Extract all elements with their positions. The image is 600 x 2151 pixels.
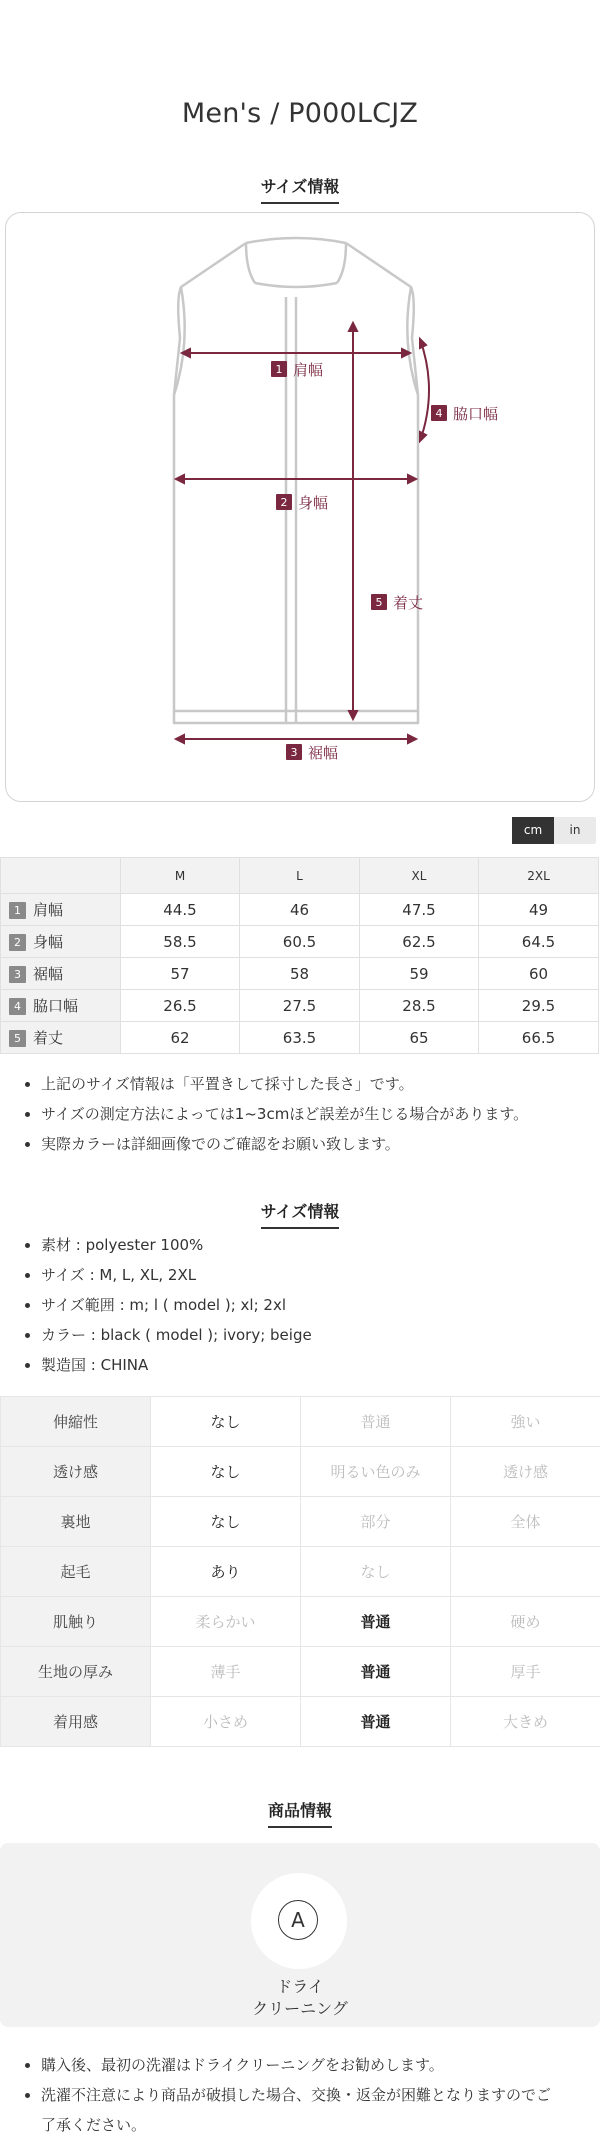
table-row xyxy=(1,894,599,926)
size-cell: 27.5 xyxy=(240,990,360,1022)
page-title: Men's / P000LCJZ xyxy=(181,98,419,129)
unit-toggle[interactable] xyxy=(512,817,596,844)
size-col-header: L xyxy=(240,858,360,894)
attribute-label: 裏地 xyxy=(1,1497,151,1547)
size-table xyxy=(0,857,599,1054)
size-cell: 44.5 xyxy=(121,894,240,926)
attribute-option-selected: 普通 xyxy=(301,1647,451,1697)
svg-text:裾幅: 裾幅 xyxy=(308,744,339,762)
diagram-label-chest xyxy=(276,494,328,512)
svg-text:5: 5 xyxy=(375,596,383,609)
attribute-option-selected: なし xyxy=(151,1397,301,1447)
list-item: • カラー : black ( model ); ivory; beige xyxy=(41,1320,559,1350)
attribute-option: 小さめ xyxy=(151,1697,301,1747)
table-row xyxy=(1,1497,600,1547)
list-item: • 素材 : polyester 100% xyxy=(41,1230,559,1260)
size-cell: 66.5 xyxy=(479,1022,599,1054)
attribute-option-selected: 普通 xyxy=(301,1697,451,1747)
size-info-heading: サイズ情報 xyxy=(0,174,600,204)
row-label: 3 裾幅 xyxy=(1,958,121,990)
attribute-option xyxy=(451,1547,600,1597)
table-row xyxy=(1,926,599,958)
table-row xyxy=(1,958,599,990)
attribute-label: 肌触り xyxy=(1,1597,151,1647)
list-item: • 洗濯不注意により商品が破損した場合、交換・返金が困難となりますのでご了承ください。 xyxy=(41,2080,559,2140)
list-item: • サイズ : M, L, XL, 2XL xyxy=(41,1260,559,1290)
attribute-option: 透け感 xyxy=(451,1447,600,1497)
size-cell: 59 xyxy=(360,958,479,990)
diagram-label-shoulder xyxy=(271,361,323,379)
size-cell: 47.5 xyxy=(360,894,479,926)
table-row xyxy=(1,1647,600,1697)
size-col-header: 2XL xyxy=(479,858,599,894)
attribute-option: 薄手 xyxy=(151,1647,301,1697)
svg-text:3: 3 xyxy=(290,746,298,759)
care-notes xyxy=(0,2050,559,2140)
attribute-option: 部分 xyxy=(301,1497,451,1547)
attribute-option: 大きめ xyxy=(451,1697,600,1747)
size-cell: 64.5 xyxy=(479,926,599,958)
vest-outline xyxy=(174,238,418,723)
attribute-label: 起毛 xyxy=(1,1547,151,1597)
diagram-label-armhole xyxy=(431,405,498,423)
size-notes xyxy=(0,1069,559,1159)
spec-list xyxy=(0,1230,559,1380)
size-cell: 62.5 xyxy=(360,926,479,958)
attribute-option-selected: あり xyxy=(151,1547,301,1597)
attribute-option: 普通 xyxy=(301,1397,451,1447)
size-table-header xyxy=(1,858,599,894)
table-row xyxy=(1,1397,600,1447)
svg-text:1: 1 xyxy=(275,363,283,376)
attribute-option: 強い xyxy=(451,1397,600,1447)
svg-text:脇口幅: 脇口幅 xyxy=(453,405,499,423)
care-instructions-box xyxy=(0,1843,600,2027)
product-info-heading: 商品情報 xyxy=(0,1798,600,1828)
size-cell: 65 xyxy=(360,1022,479,1054)
size-table-corner xyxy=(1,858,121,894)
row-label: 1 肩幅 xyxy=(1,894,121,926)
attribute-label: 着用感 xyxy=(1,1697,151,1747)
attribute-option: 明るい色のみ xyxy=(301,1447,451,1497)
svg-text:4: 4 xyxy=(435,407,443,420)
size-cell: 46 xyxy=(240,894,360,926)
table-row xyxy=(1,1022,599,1054)
size-cell: 60 xyxy=(479,958,599,990)
attribute-label: 伸縮性 xyxy=(1,1397,151,1447)
list-item: • 上記のサイズ情報は「平置きして採寸した長さ」です。 xyxy=(41,1069,559,1099)
size-col-header: XL xyxy=(360,858,479,894)
svg-text:肩幅: 肩幅 xyxy=(293,361,324,379)
size-cell: 49 xyxy=(479,894,599,926)
size-cell: 58.5 xyxy=(121,926,240,958)
attribute-option-selected: 普通 xyxy=(301,1597,451,1647)
diagram-label-length xyxy=(371,594,423,612)
attribute-label: 生地の厚み xyxy=(1,1647,151,1697)
list-item: • 購入後、最初の洗濯はドライクリーニングをお勧めします。 xyxy=(41,2050,559,2080)
size-cell: 29.5 xyxy=(479,990,599,1022)
spec-info-heading: サイズ情報 xyxy=(0,1199,600,1229)
care-icon-circle xyxy=(251,1873,347,1969)
svg-text:着丈: 着丈 xyxy=(393,594,424,612)
row-label: 4 脇口幅 xyxy=(1,990,121,1022)
dry-clean-icon: A xyxy=(278,1900,318,1940)
size-cell: 60.5 xyxy=(240,926,360,958)
list-item: • 製造国 : CHINA xyxy=(41,1350,559,1380)
table-row xyxy=(1,990,599,1022)
table-row xyxy=(1,1447,600,1497)
care-label: ドライ クリーニング xyxy=(252,1977,348,2018)
attribute-option: 厚手 xyxy=(451,1647,600,1697)
measure-lines xyxy=(176,323,429,743)
attribute-option: 硬め xyxy=(451,1597,600,1647)
attribute-option: なし xyxy=(301,1547,451,1597)
table-row xyxy=(1,1697,600,1747)
size-cell: 62 xyxy=(121,1022,240,1054)
attribute-option: 全体 xyxy=(451,1497,600,1547)
size-cell: 58 xyxy=(240,958,360,990)
unit-cm-button[interactable]: cm xyxy=(512,817,554,844)
size-cell: 57 xyxy=(121,958,240,990)
diagram-label-hem xyxy=(286,744,338,762)
svg-text:2: 2 xyxy=(280,496,288,509)
list-item: • 実際カラーは詳細画像でのご確認をお願い致します。 xyxy=(41,1129,559,1159)
attribute-table xyxy=(0,1396,600,1747)
size-cell: 26.5 xyxy=(121,990,240,1022)
attribute-label: 透け感 xyxy=(1,1447,151,1497)
list-item: • サイズ範囲 : m; l ( model ); xl; 2xl xyxy=(41,1290,559,1320)
row-label: 2 身幅 xyxy=(1,926,121,958)
attribute-option-selected: なし xyxy=(151,1497,301,1547)
unit-in-button[interactable]: in xyxy=(569,823,581,837)
size-cell: 63.5 xyxy=(240,1022,360,1054)
size-cell: 28.5 xyxy=(360,990,479,1022)
table-row xyxy=(1,1547,600,1597)
svg-text:身幅: 身幅 xyxy=(298,494,329,512)
list-item: • サイズの測定方法によっては1~3cmほど誤差が生じる場合があります。 xyxy=(41,1099,559,1129)
size-col-header: M xyxy=(121,858,240,894)
attribute-option: 柔らかい xyxy=(151,1597,301,1647)
table-row xyxy=(1,1597,600,1647)
attribute-option-selected: なし xyxy=(151,1447,301,1497)
size-diagram xyxy=(5,212,595,802)
row-label: 5 着丈 xyxy=(1,1022,121,1054)
